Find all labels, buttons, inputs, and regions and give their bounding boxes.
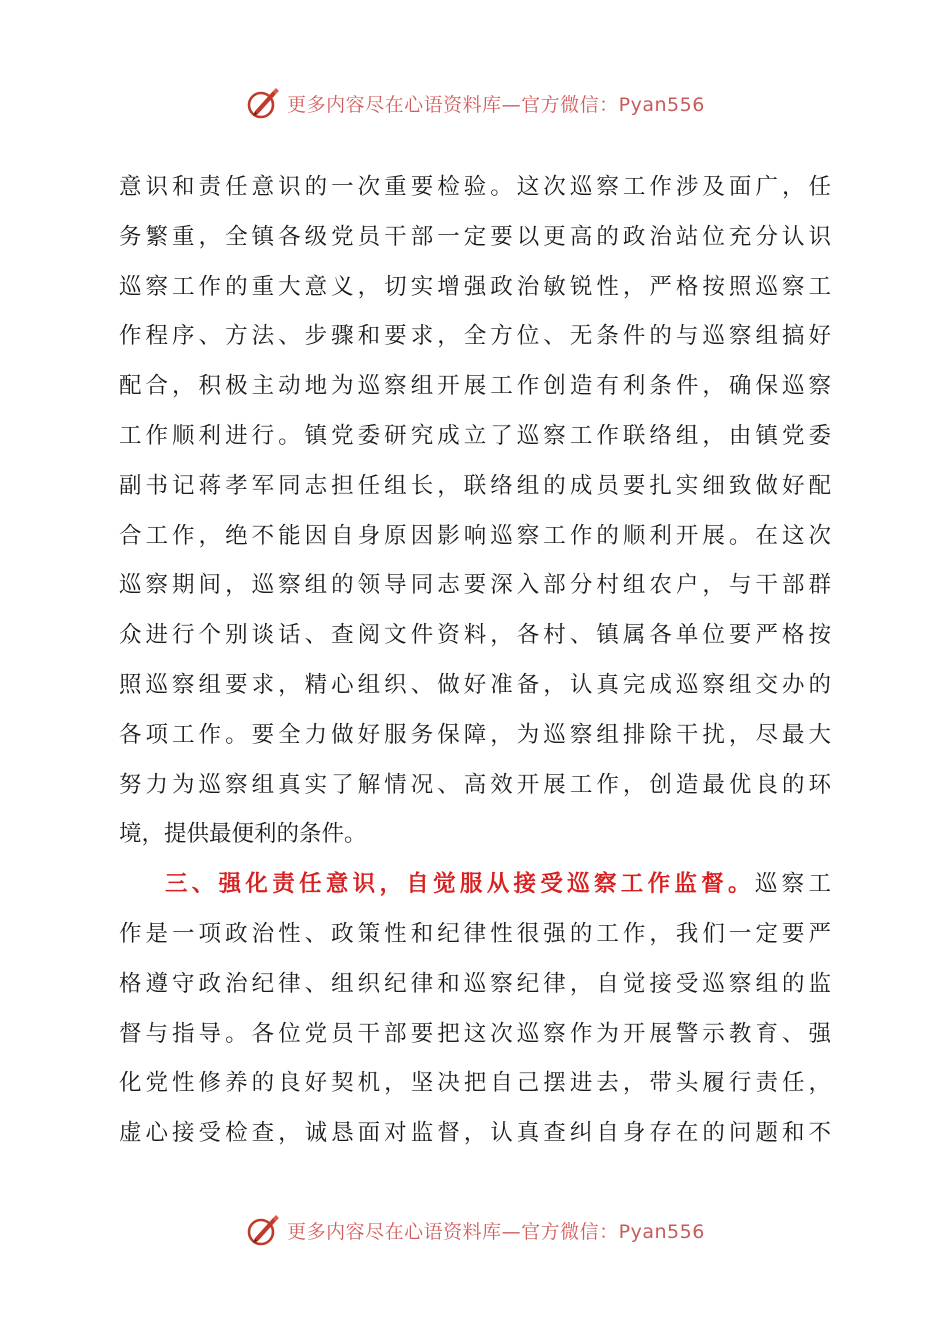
body-line: 格遵守政治纪律、组织纪律和巡察纪律，自觉接受巡察组的监 bbox=[119, 970, 831, 997]
body-line: 境，提供最便利的条件。 bbox=[119, 821, 367, 848]
pen-logo-icon bbox=[245, 85, 281, 121]
body-line: 众进行个别谈话、查阅文件资料，各村、镇属各单位要严格按 bbox=[119, 622, 831, 649]
wechat-handle: Pyan556 bbox=[618, 93, 705, 116]
body-line: 照巡察组要求，精心组织、做好准备，认真完成巡察组交办的 bbox=[119, 671, 831, 698]
body-line: 虚心接受检查，诚恳面对监督，认真查纠自身存在的问题和不 bbox=[119, 1120, 831, 1147]
body-line: 督与指导。各位党员干部要把这次巡察作为开展警示教育、强 bbox=[119, 1020, 831, 1047]
body-line: 化党性修养的良好契机，坚决把自己摆进去，带头履行责任， bbox=[119, 1070, 831, 1097]
wechat-handle: Pyan556 bbox=[618, 1220, 705, 1243]
body-line: 配合，积极主动地为巡察组开展工作创造有利条件，确保巡察 bbox=[119, 373, 831, 400]
section-3-tail: 巡察工 bbox=[754, 871, 831, 898]
body-line: 巡察期间，巡察组的领导同志要深入部分村组农户，与干部群 bbox=[119, 572, 831, 599]
section-3-heading: 三、强化责任意识，自觉服从接受巡察工作监督。 bbox=[165, 871, 755, 898]
body-line: 努力为巡察组真实了解情况、高效开展工作，创造最优良的环 bbox=[119, 771, 831, 798]
body-line: 巡察工作的重大意义，切实增强政治敏锐性，严格按照巡察工 bbox=[119, 273, 831, 300]
body-line: 工作顺利进行。镇党委研究成立了巡察工作联络组，由镇党委 bbox=[119, 422, 831, 449]
body-line: 务繁重，全镇各级党员干部一定要以更高的政治站位充分认识 bbox=[119, 223, 831, 250]
body-line: 意识和责任意识的一次重要检验。这次巡察工作涉及面广，任 bbox=[119, 174, 831, 200]
document-body bbox=[119, 163, 831, 1159]
pen-logo-icon bbox=[245, 1212, 281, 1248]
body-line: 合工作，绝不能因自身原因影响巡察工作的顺利开展。在这次 bbox=[119, 522, 831, 549]
banner-text: 更多内容尽在心语资料库—官方微信：Pyan556 bbox=[287, 93, 705, 116]
banner-text: 更多内容尽在心语资料库—官方微信：Pyan556 bbox=[287, 1220, 705, 1243]
body-line: 作程序、方法、步骤和要求，全方位、无条件的与巡察组搞好 bbox=[119, 323, 831, 350]
header-banner bbox=[0, 81, 950, 125]
section-3-first-line bbox=[119, 860, 831, 910]
footer-banner bbox=[0, 1208, 950, 1252]
body-line: 副书记蒋孝军同志担任组长，联络组的成员要扎实细致做好配 bbox=[119, 472, 831, 499]
body-line: 作是一项政治性、政策性和纪律性很强的工作，我们一定要严 bbox=[119, 920, 831, 947]
body-line: 各项工作。要全力做好服务保障，为巡察组排除干扰，尽最大 bbox=[119, 721, 831, 748]
